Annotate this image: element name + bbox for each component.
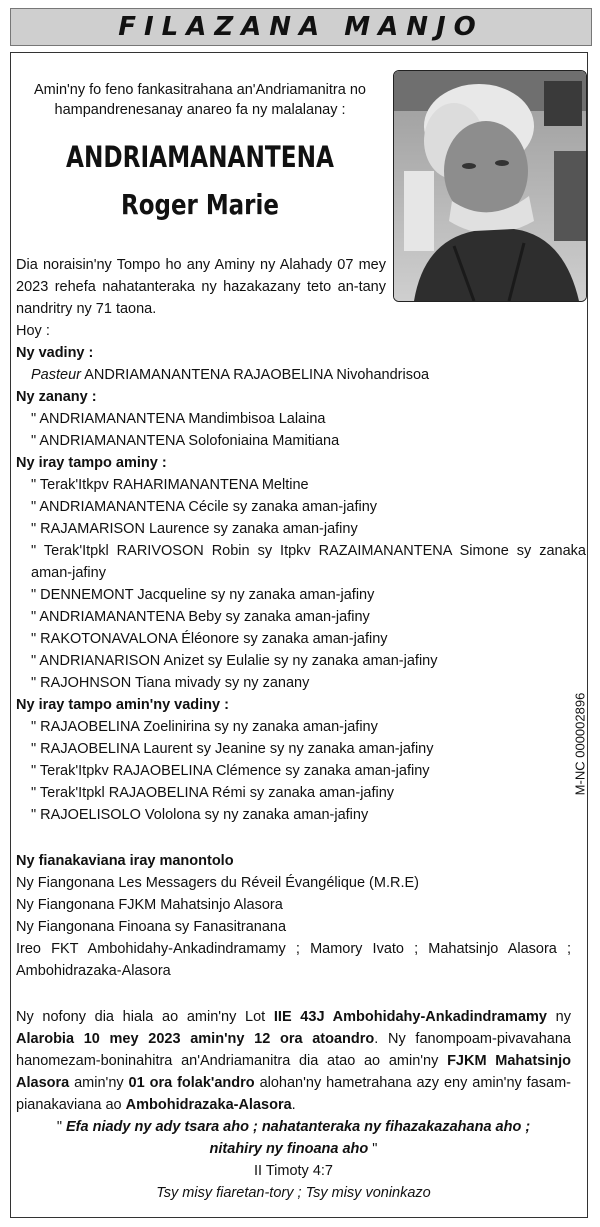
verse-quote-close: " — [368, 1141, 378, 1157]
closing-note: Tsy misy fiaretan-tory ; Tsy misy voninkazo — [156, 1185, 431, 1201]
vady-entry — [16, 364, 586, 386]
reference-code: M-NC 000002896 — [572, 692, 588, 796]
list-item: " RAJOHNSON Tiana mivady sy ny zanany — [31, 675, 310, 691]
side-code — [571, 684, 589, 804]
deceased-surname: ANDRIAMANANTENA — [66, 140, 334, 174]
list-item: " RAKOTONAVALONA Éléonore sy zanaka aman-jafiny — [31, 631, 388, 647]
list-item: " DENNEMONT Jacqueline sy ny zanaka aman-jafiny — [31, 587, 375, 603]
funeral-text: . — [291, 1097, 296, 1113]
funeral-date: Alarobia 10 mey 2023 amin'ny 12 ora atoandro — [16, 1031, 375, 1047]
list-item: " ANDRIAMANANTENA Solofoniaina Mamitiana — [31, 433, 340, 449]
section-title-tampo: Ny iray tampo aminy : — [16, 455, 167, 471]
list-item: " ANDRIAMANANTENA Cécile sy zanaka aman-jafiny — [31, 499, 378, 515]
section-title-fianakaviana: Ny fianakaviana iray manontolo — [16, 853, 234, 869]
list-item: Ny Fiangonana Les Messagers du Réveil Évangélique (M.R.E) — [16, 875, 419, 891]
burial-place: Ambohidrazaka-Alasora — [125, 1097, 292, 1113]
list-item: " RAJAOBELINA Laurent sy Jeanine sy ny zanaka aman-jafiny — [31, 741, 434, 757]
list-item: " RAJOELISOLO Vololona sy ny zanaka aman-jafiny — [31, 807, 369, 823]
list-item: " RAJAMARISON Laurence sy zanaka aman-jafiny — [31, 521, 358, 537]
list-item: " Terak'Itpkl RAJAOBELINA Rémi sy zanaka aman-jafiny — [31, 785, 395, 801]
notice-header — [10, 8, 592, 46]
intro-text: Amin'ny fo feno fankasitrahana an'Andriamanitra no hampandrenesanay anareo fa ny malalanay : — [34, 82, 366, 118]
list-item: Ny Fiangonana FJKM Mahatsinjo Alasora — [16, 897, 283, 913]
bible-verse — [16, 1116, 571, 1204]
list-item — [16, 540, 586, 584]
hoy-label: Hoy : — [16, 323, 50, 339]
section-title-vady: Ny vadiny : — [16, 345, 94, 361]
section-title-tampo-vady: Ny iray tampo amin'ny vadiny : — [16, 697, 229, 713]
list-item: " ANDRIAMANANTENA Beby sy zanaka aman-jafiny — [31, 609, 370, 625]
verse-quote-open: " — [56, 1119, 67, 1135]
funeral-details — [16, 1006, 571, 1116]
deceased-given-name: Roger Marie — [121, 188, 279, 221]
list-item: " ANDRIAMANANTENA Mandimbisoa Lalaina — [31, 411, 326, 427]
list-item: Ny Fiangonana Finoana sy Fanasitranana — [16, 919, 287, 935]
list-item: " Terak'Itpkv RAJAOBELINA Clémence sy zanaka aman-jafiny — [31, 763, 430, 779]
funeral-church: FJKM Mahatsinjo Alasora — [16, 1053, 571, 1091]
announcement-text: Dia noraisin'ny Tompo ho any Aminy ny Alahady 07 mey 2023 rehefa nahatanteraka ny hazakazany teto an-tany nandritry ny 71 taona. — [16, 257, 386, 317]
list-item: " RAJAOBELINA Zoelinirina sy ny zanaka aman-jafiny — [31, 719, 378, 735]
notice-title: FILAZANA MANJO — [118, 12, 484, 42]
list-item: " Terak'Itkpv RAHARIMANANTENA Meltine — [31, 477, 309, 493]
funeral-text: Ny nofony dia hiala ao amin'ny Lot — [16, 1009, 274, 1025]
verse-line: nitahiry ny finoana aho — [209, 1141, 369, 1157]
list-item: Ireo FKT Ambohidahy-Ankadindramamy ; Mamory Ivato ; Mahatsinjo Alasora ; Ambohidrazaka-Alasora — [16, 941, 571, 979]
funeral-time: 01 ora folak'andro — [128, 1075, 255, 1091]
notice-body — [16, 254, 586, 1204]
funeral-text: . Ny fanompoam-pivavahana hanomezam-boninahitra an'Andriamanitra dia atao ao amin'ny — [16, 1031, 571, 1069]
list-item: " ANDRIANARISON Anizet sy Eulalie sy ny zanaka aman-jafiny — [31, 653, 438, 669]
funeral-text: alohan'ny hametrahana azy eny amin'ny fasam-pianakaviana ao — [16, 1075, 571, 1113]
list-item-text: " Terak'Itpkl RARIVOSON Robin sy Itpkv RAZAIMANANTENA Simone sy zanaka aman-jafiny — [31, 543, 586, 581]
verse-line: Efa niady ny ady tsara aho ; nahatanteraka ny fihazakazahana aho ; — [66, 1119, 531, 1135]
funeral-text: ny — [546, 1009, 571, 1025]
vady-name: ANDRIAMANANTENA RAJAOBELINA Nivohandrisoa — [84, 367, 430, 383]
verse-reference: II Timoty 4:7 — [254, 1163, 333, 1179]
funeral-text: amin'ny — [69, 1075, 129, 1091]
section-title-zanany: Ny zanany : — [16, 389, 97, 405]
funeral-location: IIE 43J Ambohidahy-Ankadindramamy — [273, 1009, 547, 1025]
vady-prefix: Pasteur — [31, 367, 81, 383]
